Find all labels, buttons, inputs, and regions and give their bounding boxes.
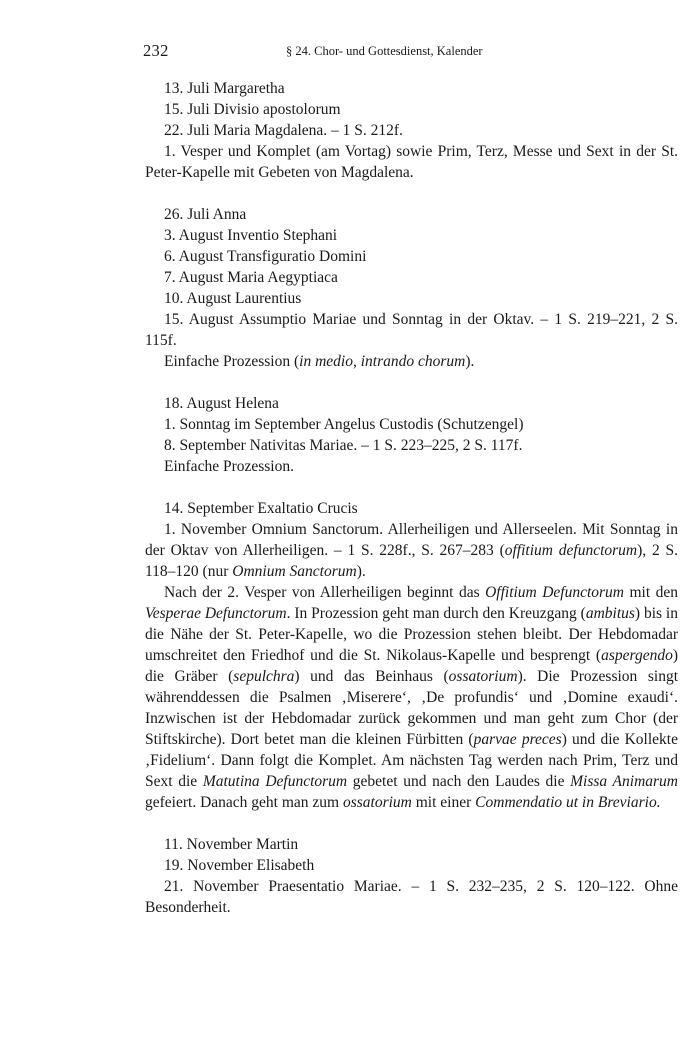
entry-elisabeth: 19. November Elisabeth (164, 857, 315, 874)
text-segment: gefeiert. Danach geht man zum (145, 794, 343, 811)
entry-einfache-prozession: Einfache Prozession. (164, 458, 294, 475)
entry-divisio-apostolorum: 15. Juli Divisio apostolorum (164, 101, 341, 118)
latin-term: sepulchra (233, 668, 295, 685)
procession-latin: in medio, intrando chorum (299, 353, 466, 370)
text-segment: Nach der 2. Vesper von Allerheiligen beginnt das (164, 584, 486, 601)
procession-text: Einfache Prozession ( (164, 353, 300, 370)
text-segment: ). (356, 563, 366, 580)
running-title: § 24. Chor- und Gottesdienst, Kalender (286, 44, 483, 58)
entry-inventio-stephani: 3. August Inventio Stephani (164, 227, 338, 244)
spacer (145, 813, 678, 834)
entry-anna: 26. Juli Anna (164, 206, 247, 223)
entry-transfiguratio: 6. August Transfiguratio Domini (164, 248, 367, 265)
spacer (145, 477, 678, 498)
paragraph-offitium-defunctorum (145, 582, 678, 813)
text-segment: gebetet und nach den Laudes die (347, 773, 571, 790)
text-segment: ) bis in die Nähe der St. Peter-Kapelle, wo die Prozession stehen bleibt. Der Hebdomadar umschreitet den Friedhof und die St. Nikolaus-Kapelle und besprengt ( (145, 605, 678, 664)
latin-term: parvae preces (473, 731, 562, 748)
latin-term: Omnium Sanctorum (232, 563, 357, 580)
latin-term: aspergendo (601, 647, 673, 664)
paragraph-omnium-sanctorum (145, 519, 678, 582)
paragraph-magdalena: 1. Vesper und Komplet (am Vortag) sowie Prim, Terz, Messe und Sext in der St. Peter-Kapelle mit Gebeten von Magdalena. (145, 143, 678, 181)
entry-maria-aegyptiaca: 7. August Maria Aegyptiaca (164, 269, 338, 286)
text-segment: ). Die Prozession singt währenddessen die Psalmen ‚Miserere‘, ‚De profundis‘ und ‚Domine exaudi‘. Inzwischen ist der Hebdomadar zurück gekommen und man geht zum Chor (der Stiftskirche). Dort betet man die kleinen Fürbitten ( (145, 668, 679, 748)
text-segment: mit den (624, 584, 678, 601)
entry-exaltatio-crucis: 14. September Exaltatio Crucis (164, 500, 358, 517)
latin-term: Missa Animarum (570, 773, 678, 790)
entry-angelus-custodis: 1. Sonntag im September Angelus Custodis (Schutzengel) (164, 416, 524, 433)
entry-martin: 11. November Martin (164, 836, 299, 853)
latin-term: ossatorium (342, 794, 412, 811)
latin-term: Commendatio ut in Breviario. (475, 794, 661, 811)
entry-helena: 18. August Helena (164, 395, 279, 412)
text-segment: ) die Gräber ( (145, 647, 678, 685)
latin-term: ossatorium (448, 668, 518, 685)
procession-note (145, 351, 678, 372)
paragraph-praesentatio: 21. November Praesentatio Mariae. – 1 S. 232–235, 2 S. 120–122. Ohne Besonderheit. (145, 878, 678, 916)
spacer (145, 183, 678, 204)
entry-maria-magdalena: 22. Juli Maria Magdalena. – 1 S. 212f. (164, 122, 403, 139)
entry-nativitas-mariae: 8. September Nativitas Mariae. – 1 S. 223–225, 2 S. 117f. (164, 437, 523, 454)
paragraph-assumptio: 15. August Assumptio Mariae und Sonntag in der Oktav. – 1 S. 219–221, 2 S. 115f. (145, 311, 678, 349)
procession-end: ). (465, 353, 475, 370)
spacer (145, 372, 678, 393)
page-number: 232 (143, 41, 169, 60)
latin-term: Matutina Defunctorum (202, 773, 348, 790)
latin-term: ambitus (585, 605, 635, 622)
text-segment: 1. November Omnium Sanctorum. Allerheiligen und Allerseelen. Mit Sonntag in der Oktav von Allerheiligen. – 1 S. 228f., S. 267–283 ( (145, 521, 678, 559)
text-segment: ), 2 S. 118–120 (nur (145, 542, 678, 580)
text-segment: mit einer (411, 794, 476, 811)
entry-laurentius: 10. August Laurentius (164, 290, 302, 307)
text-segment: . In Prozession geht man durch den Kreuzgang ( (286, 605, 586, 622)
entry-margaretha: 13. Juli Margaretha (164, 80, 285, 97)
latin-term: offitium defunctorum (504, 542, 638, 559)
latin-term: Vesperae Defunctorum (145, 605, 287, 622)
text-segment: ) und das Beinhaus ( (294, 668, 449, 685)
calendar-body (145, 78, 678, 918)
text-segment: ) und die Kollekte ‚Fidelium‘. Dann folgt die Komplet. Am nächsten Tag werden nach Prim, Terz und Sext die (145, 731, 678, 790)
latin-term: Offitium Defunctorum (485, 584, 625, 601)
